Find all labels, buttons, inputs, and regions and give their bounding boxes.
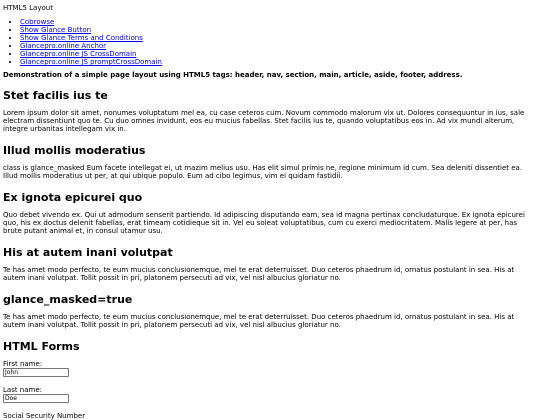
article-section [3, 89, 537, 133]
section-text: Quo debet vivendo ex. Qui ut admodum senserit partiendo. Id adipiscing disputando eam, sea id magna pertinax concludaturque. Ex ignota epicurei quo, his ex doctus delenit fabellas, erat timeam cotidieque sit in. Vel eu soleat voluptatibus, cum cu exerci mediocritatem. Malis legere at per, has brute putant animal et, in consul utamur usu. [3, 211, 525, 235]
nav-item-js-crossdomain [20, 50, 537, 58]
section-text: class is glance_masked Eum facete intellegat ei, ut mazim melius usu. Has elit simul primis ne, regione minimum id cum. Sea deleniti dissentiet ea. Illud mollis moderatius ut per, at qui ubique populo. Eum ad cibo legimus, vim ei quidam fastidii. [3, 164, 523, 180]
section-heading: His at autem inani volutpat [3, 246, 173, 259]
first-name-label: First name: [3, 360, 43, 368]
main-nav [3, 18, 537, 66]
article-section [3, 191, 537, 235]
first-name-field[interactable] [3, 368, 69, 377]
article-section [3, 246, 537, 282]
nav-item-js-prompt-crossdomain [20, 58, 537, 66]
nav-item-show-glance-button [20, 26, 537, 34]
nav-item-anchor [20, 42, 537, 50]
article-section [3, 144, 537, 180]
section-heading: Ex ignota epicurei quo [3, 191, 143, 204]
section-text: Lorem ipsum dolor sit amet, nonumes voluptatum mel ea, cu case ceteros cum. Novum commodo malorum vix ut. Dolores consequuntur in ius, sale electram dissentiunt quo te. Cu duo omnes invidunt, eos eu mucius fabellas. Stet facilis ius te, quando voluptatibus eos in. Ad vix mundi alterum, integre urbanitas intellegam vix in. [3, 109, 525, 133]
forms-heading: HTML Forms [3, 340, 80, 353]
intro-text: Demonstration of a simple page layout using HTML5 tags: header, nav, section, main, article, aside, footer, address. [3, 71, 463, 79]
last-name-label: Last name: [3, 386, 43, 394]
nav-item-terms [20, 34, 537, 42]
article-section [3, 293, 537, 329]
section-heading: Stet facilis ius te [3, 89, 108, 102]
section-text: Te has amet modo perfecto, te eum mucius conclusionemque, mel te erat deterruisset. Duo ceteros phaedrum id, ornatus postulant in sea. His at autem inani volutpat. Tollit possit in pri, platonem persecuti ad vix, vel nisl albucius gloriatur no. [3, 266, 515, 282]
page-header-title: HTML5 Layout [3, 4, 53, 12]
nav-link-show-glance-button[interactable]: Show Glance Button [20, 26, 92, 34]
nav-link-anchor[interactable]: Glancepro.online Anchor [20, 42, 107, 50]
last-name-field[interactable] [3, 394, 69, 403]
nav-link-js-crossdomain[interactable]: Glancepro.online JS CrossDomain [20, 50, 137, 58]
demo-form [3, 360, 537, 420]
section-heading: glance_masked=true [3, 293, 133, 306]
nav-link-terms[interactable]: Show Glance Terms and Conditions [20, 34, 143, 42]
section-text: Te has amet modo perfecto, te eum mucius conclusionemque, mel te erat deterruisset. Duo ceteros phaedrum id, ornatus postulant in sea. His at autem inani volutpat. Tollit possit in pri, platonem persecuti ad vix, vel nisl albucius gloriatur no. [3, 313, 515, 329]
nav-link-cobrowse[interactable]: Cobrowse [20, 18, 55, 26]
ssn-label: Social Security Number [3, 412, 86, 420]
section-heading: Illud mollis moderatius [3, 144, 146, 157]
nav-item-cobrowse [20, 18, 537, 26]
nav-link-js-prompt-crossdomain[interactable]: Glancepro.online JS promptCrossDomain [20, 58, 162, 66]
